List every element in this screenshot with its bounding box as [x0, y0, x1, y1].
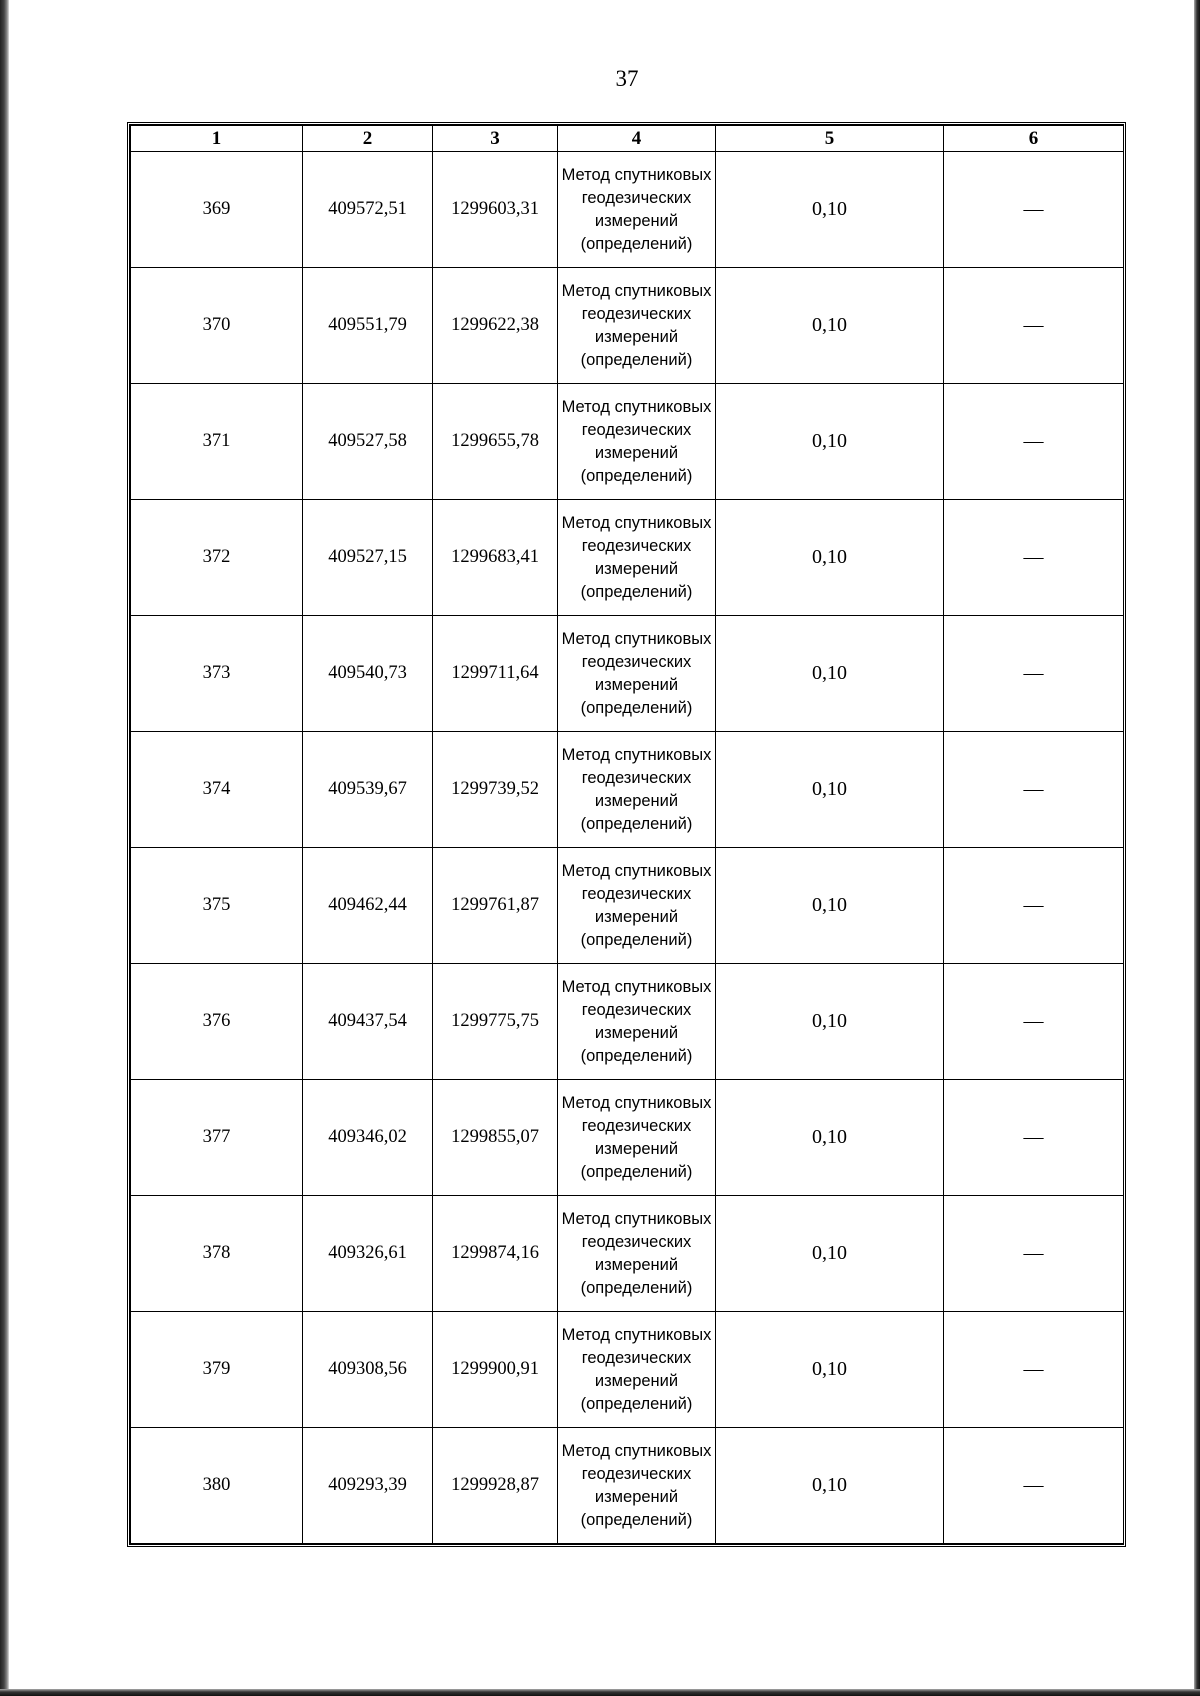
y-coordinate-cell: 1299775,75 [433, 964, 558, 1080]
note-cell: — [944, 1196, 1124, 1312]
y-coordinate-cell: 1299711,64 [433, 616, 558, 732]
y-coordinate-cell: 1299739,52 [433, 732, 558, 848]
accuracy-cell: 0,10 [716, 848, 944, 964]
x-coordinate-cell: 409462,44 [303, 848, 433, 964]
point-number-cell: 378 [131, 1196, 303, 1312]
method-cell: Метод спутниковых геодезических измерений (определений) [558, 1196, 716, 1312]
note-cell: — [944, 1080, 1124, 1196]
point-number-cell: 371 [131, 384, 303, 500]
accuracy-cell: 0,10 [716, 1428, 944, 1544]
method-cell: Метод спутниковых геодезических измерений (определений) [558, 152, 716, 268]
accuracy-cell: 0,10 [716, 268, 944, 384]
y-coordinate-cell: 1299603,31 [433, 152, 558, 268]
page-edge-left [0, 0, 9, 1696]
x-coordinate-cell: 409572,51 [303, 152, 433, 268]
point-number-cell: 374 [131, 732, 303, 848]
page-number: 37 [615, 66, 639, 91]
note-cell: — [944, 500, 1124, 616]
x-coordinate-cell: 409540,73 [303, 616, 433, 732]
y-coordinate-cell: 1299761,87 [433, 848, 558, 964]
accuracy-cell: 0,10 [716, 500, 944, 616]
column-header: 3 [433, 126, 558, 152]
y-coordinate-cell: 1299655,78 [433, 384, 558, 500]
table-row [131, 616, 1124, 732]
x-coordinate-cell: 409308,56 [303, 1312, 433, 1428]
column-header: 4 [558, 126, 716, 152]
point-number-cell: 370 [131, 268, 303, 384]
x-coordinate-cell: 409551,79 [303, 268, 433, 384]
method-cell: Метод спутниковых геодезических измерений (определений) [558, 732, 716, 848]
method-cell: Метод спутниковых геодезических измерений (определений) [558, 964, 716, 1080]
method-cell: Метод спутниковых геодезических измерений (определений) [558, 384, 716, 500]
column-header: 2 [303, 126, 433, 152]
column-header: 5 [716, 126, 944, 152]
y-coordinate-cell: 1299855,07 [433, 1080, 558, 1196]
y-coordinate-cell: 1299622,38 [433, 268, 558, 384]
point-number-cell: 369 [131, 152, 303, 268]
note-cell: — [944, 268, 1124, 384]
x-coordinate-cell: 409346,02 [303, 1080, 433, 1196]
method-cell: Метод спутниковых геодезических измерений (определений) [558, 500, 716, 616]
accuracy-cell: 0,10 [716, 1080, 944, 1196]
point-number-cell: 375 [131, 848, 303, 964]
method-cell: Метод спутниковых геодезических измерений (определений) [558, 616, 716, 732]
note-cell: — [944, 384, 1124, 500]
table-row [131, 964, 1124, 1080]
table-body [131, 152, 1124, 1544]
y-coordinate-cell: 1299928,87 [433, 1428, 558, 1544]
accuracy-cell: 0,10 [716, 616, 944, 732]
table-row [131, 1312, 1124, 1428]
method-cell: Метод спутниковых геодезических измерений (определений) [558, 1080, 716, 1196]
note-cell: — [944, 152, 1124, 268]
y-coordinate-cell: 1299874,16 [433, 1196, 558, 1312]
accuracy-cell: 0,10 [716, 152, 944, 268]
x-coordinate-cell: 409527,15 [303, 500, 433, 616]
table-header-row [131, 126, 1124, 152]
method-cell: Метод спутниковых геодезических измерений (определений) [558, 1428, 716, 1544]
point-number-cell: 379 [131, 1312, 303, 1428]
table-row [131, 268, 1124, 384]
point-number-cell: 372 [131, 500, 303, 616]
x-coordinate-cell: 409527,58 [303, 384, 433, 500]
note-cell: — [944, 964, 1124, 1080]
point-number-cell: 376 [131, 964, 303, 1080]
point-number-cell: 373 [131, 616, 303, 732]
note-cell: — [944, 1428, 1124, 1544]
point-number-cell: 380 [131, 1428, 303, 1544]
page-edge-right [1194, 0, 1200, 1696]
coordinates-table [127, 122, 1126, 1547]
x-coordinate-cell: 409539,67 [303, 732, 433, 848]
note-cell: — [944, 1312, 1124, 1428]
point-number-cell: 377 [131, 1080, 303, 1196]
method-cell: Метод спутниковых геодезических измерений (определений) [558, 848, 716, 964]
accuracy-cell: 0,10 [716, 732, 944, 848]
column-header: 1 [131, 126, 303, 152]
x-coordinate-cell: 409437,54 [303, 964, 433, 1080]
table-row [131, 848, 1124, 964]
y-coordinate-cell: 1299683,41 [433, 500, 558, 616]
page-edge-bottom [0, 1689, 1200, 1696]
x-coordinate-cell: 409326,61 [303, 1196, 433, 1312]
table-row [131, 732, 1124, 848]
accuracy-cell: 0,10 [716, 964, 944, 1080]
accuracy-cell: 0,10 [716, 384, 944, 500]
note-cell: — [944, 732, 1124, 848]
table-row [131, 1428, 1124, 1544]
y-coordinate-cell: 1299900,91 [433, 1312, 558, 1428]
column-header: 6 [944, 126, 1124, 152]
table-row [131, 1196, 1124, 1312]
note-cell: — [944, 616, 1124, 732]
table-row [131, 384, 1124, 500]
table-row [131, 1080, 1124, 1196]
method-cell: Метод спутниковых геодезических измерений (определений) [558, 268, 716, 384]
table-row [131, 500, 1124, 616]
accuracy-cell: 0,10 [716, 1196, 944, 1312]
note-cell: — [944, 848, 1124, 964]
x-coordinate-cell: 409293,39 [303, 1428, 433, 1544]
accuracy-cell: 0,10 [716, 1312, 944, 1428]
table-row [131, 152, 1124, 268]
method-cell: Метод спутниковых геодезических измерений (определений) [558, 1312, 716, 1428]
